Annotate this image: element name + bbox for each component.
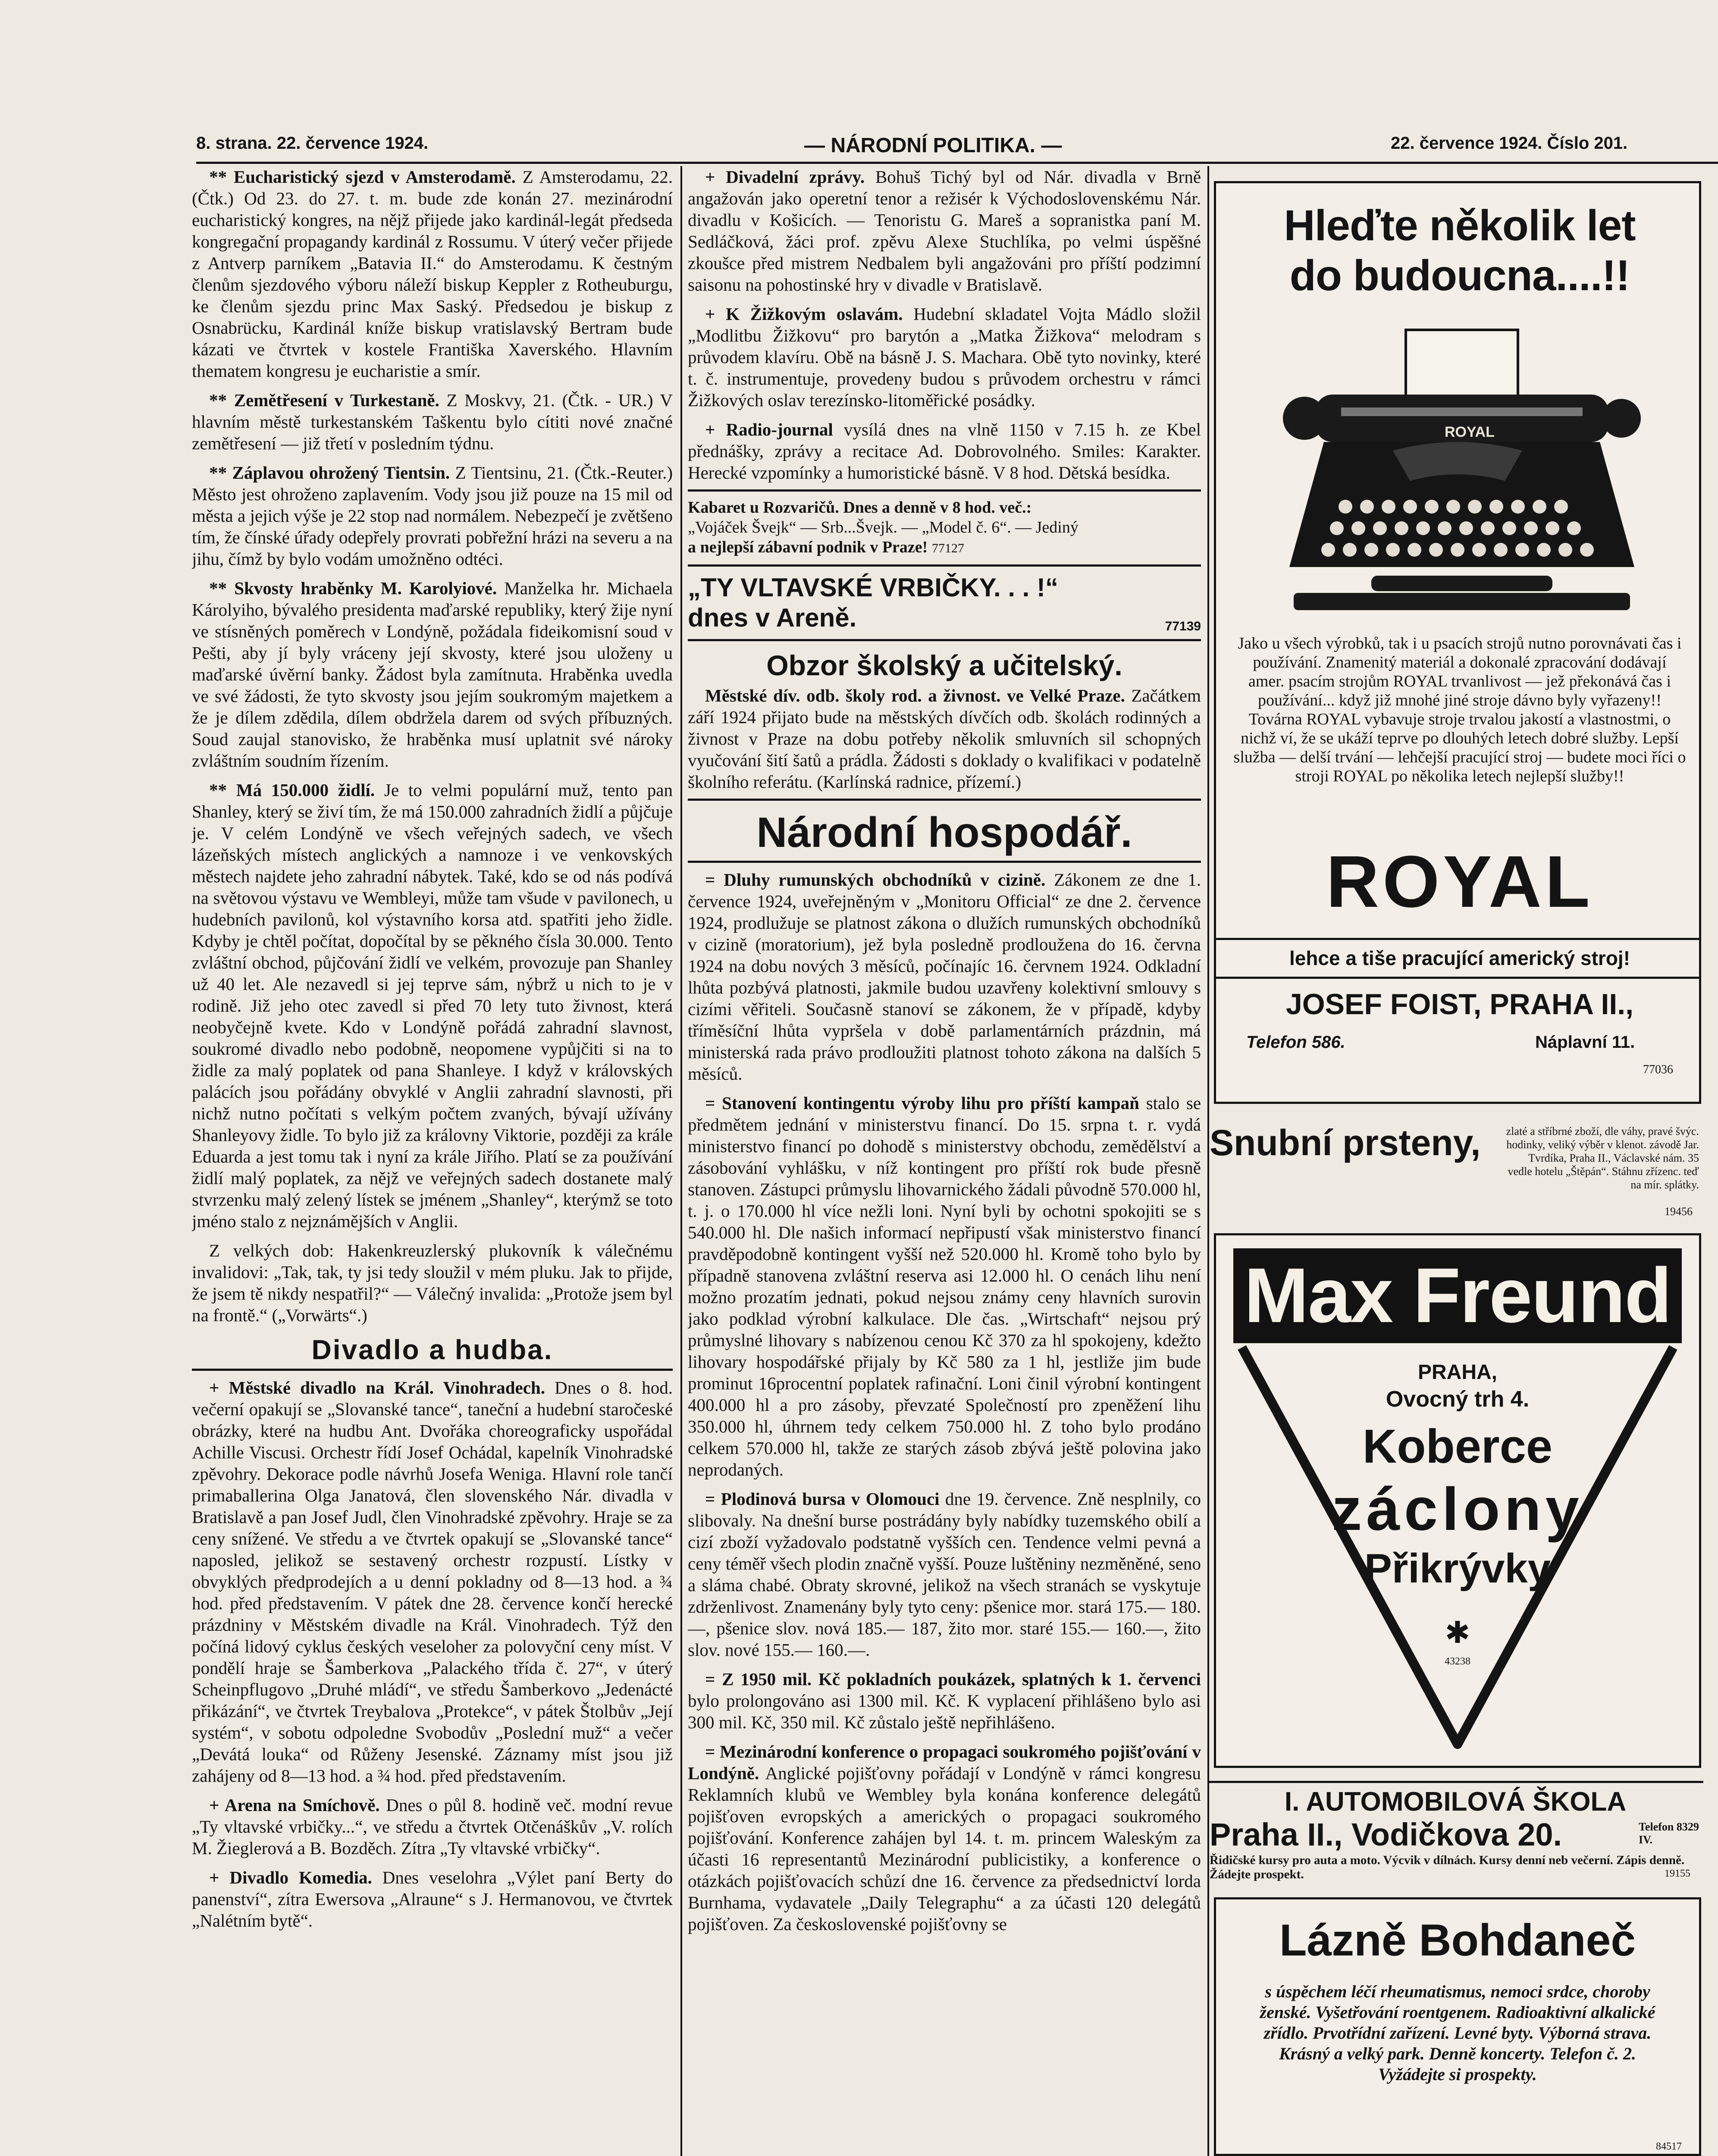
article-anecdote: Z velkých dob: Hakenkreuzlerský plukovník k válečnému invalidovi: „Tak, tak, ty jsi tedy sloužil v mém pluku. Jak to přijde, že jsem tě nikdy nespatřil?“ — Válečný invalida: „Protože jsem byl na frontě.“ („Vorwärts“.) <box>192 1241 673 1325</box>
key <box>1429 543 1443 557</box>
ad-auto-school <box>1207 1781 1703 1884</box>
royal-slogan: lehce a tiše pracující americký stroj! <box>1289 947 1630 969</box>
article-title: ** Má 150.000 židlí. <box>209 780 375 800</box>
typewriter-illustration <box>1263 326 1652 627</box>
key <box>1364 543 1378 557</box>
key <box>1438 521 1452 535</box>
article-title: + Městské divadlo na Král. Vinohradech. <box>209 1378 545 1398</box>
rings-title: Snubní prsteny, <box>1210 1122 1481 1163</box>
key <box>1489 500 1503 514</box>
ad-rings <box>1207 1121 1703 1220</box>
key <box>1524 521 1538 535</box>
auto-title: I. AUTOMOBILOVÁ ŠKOLA <box>1284 1787 1627 1817</box>
key <box>1360 500 1374 514</box>
article-theatre-news: + Divadelní zprávy. Bohuš Tichý byl od Nár. divadla v Brně angažován jako operetní tenor a režisér k Východoslovenskému Nár. divadlu v Košicích. — Tenoristu G. Mareš a sopranistka paní M. Sedláčková, žáci prof. zpěvu Alexe Stuchlíka, po velmi úspěšné zkoušce před mistrem Nedbalem byli angažováni pro příští podzimní saisonu na pohostinské hry v divadle v Bratislavě. <box>688 167 1201 295</box>
key <box>1408 543 1421 557</box>
article-arena: + Arena na Smíchově. Dnes o půl 8. hodině več. modní revue „Ty vltavské vrbičky...“, ve středu a čtvrtek Otčenáškův „V. rolích M. Žieglerová a B. Bozděch. Zítra „Ty vltavské vrbičky“. <box>192 1795 673 1858</box>
article-radio: + Radio-journal vysílá dnes na vlně 1150 v 7.15 h. ze Kbel přednášky, zprávy a recitace Ad. Dobrovolného. Smiles: Karakter. Herecké vzpomínky a humoristické básně. V 8 hod. Dětská besídka. <box>688 420 1201 483</box>
auto-code: 19155 <box>1665 1868 1690 1879</box>
key <box>1446 500 1460 514</box>
key <box>1580 543 1594 557</box>
key <box>1468 500 1482 514</box>
divider <box>688 489 1201 492</box>
key <box>1533 500 1546 514</box>
article-spirits: = Stanovení kontingentu výroby lihu pro příští kampaň stalo se předmětem jednání v ministerstvu financí. Do 15. srpna t. r. vydá ministerstvo financí po dohodě s ministerstvy obchodu, zemědělství a zásobování vyhlášku, v níž kontingent pro příští rok bude přesně stanoven. Zástupci průmyslu lihovarnického žádali původně 570.000 hl, t. j. o 170.000 hl více nežli loni. Nyní byli by ochotni spokojiti se s 540.000 hl. Dle našich informací nepřipustí však ministerstvo financí pravděpodobně kontingent vyšší než 520.000 hl. Kromě toho bylo by případně stanovena zvláštní reserva asi 12.000 hl. O cenách lihu není možno prozatím jednati, pokud nejsou známy ceny hlavních surovin jako podklad výrobní kalkulace. Dle čas. „Wirtschaft“ nejsou prý průmyslné lihovary s nabízenou cenou Kč 370 za hl spokojeny, kdežto lihovary hospodářské přijaly by Kč 580 za 1 hl, jestliže jim bude prominut 16procentní poplatek rafinační. Loni činil výrobní kontingent 400.000 hl a pro zásoby, převzaté Společností pro zpeněžení lihu 350.000 hl, úhrnem tedy celkem 750.000 hl. Z toho bylo prodáno celkem 570.000 hl, takže ze starých zásob zbývá ještě polovina jako neprodaných. <box>688 1093 1201 1480</box>
column-2 <box>688 166 1201 2156</box>
key <box>1339 500 1352 514</box>
article-title: + Divadelní zprávy. <box>705 167 865 187</box>
section-title-school: Obzor školský a učitelský. <box>766 649 1122 681</box>
ad-vrbicky: „TY VLTAVSKÉ VRBIČKY. . . !“ dnes v Areně. 77139 <box>688 573 1201 633</box>
divider <box>688 861 1201 863</box>
key <box>1472 543 1486 557</box>
article-olomouc: = Plodinová bursa v Olomouci dne 19. července. Zně nesplnily, co slibovaly. Na dnešní burse postrádány byly nabídky tuzemského obilí a cizí zboží vyžadovalo podstatně vyšších cen. Tendence velmi pevná a ceny téměř všech plodin značně vyšší. Pouze luštěniny nezměněné, seno a sláma chabé. Obraty skrovné, jelikož na všech stranách se vyskytuje zdrženlivost. Znamenány byly tyto ceny: pšenice mor. stará 175.— 180.—, pšenice slov. nová 185.— 187, žito mor. staré 155.— 160.—, žito slov. nové 155.— 160.—. <box>688 1489 1201 1660</box>
spa-text: s úspěchem léčí rheumatismus, nemoci srdce, choroby ženské. Vyšetřování roentgenem. Radioaktivní alkalické zřídlo. Prvotřídní zařízení. Levné byty. Výborná strava. Krásný a velký park. Denně koncerty. Telefon č. 2. Vyžádejte si prospekty. <box>1260 1982 1655 2084</box>
freund-item-blankets: Přikrývky <box>1364 1545 1551 1592</box>
key <box>1537 543 1551 557</box>
article-karolyi: ** Skvosty hraběnky M. Karolyiové. Manželka hr. Michaela Károlyiho, bývalého presidenta maďarské republiky, který žije nyní ve stísněných poměrech v Londýně, požádala fideikomisní soud v Pešti, aby jí byly vráceny její skvosty, které jsou uloženy u maďarské úvěrní banky. Žádost byla zamítnuta. Hraběnka uvedla ve své žádosti, že tyto skvosty jsou jejím soukromým majetkem a že je dílem zdědila, dílem obdržela darem od svých příbuzných. Soud zaujal stanovisko, že hraběnka musí uplatnit své nároky zvláštním soudním řízením. <box>192 578 673 771</box>
article-chairs: ** Má 150.000 židlí. Je to velmi populární muž, tento pan Shanley, který se živí tím, že má 150.000 zahradních židlí a půjčuje je. V celém Londýně ve všech veřejných sadech, ve všech lázeňských místech anglických a namnoze i ve venkovských městech najdete jeho zahradní nábytek. Také, kdo se od nás podívá na světovou výstavu ve Wembleyi, může tam všude v pavilonech, u hudebních pavilonů, kol výstavního korsa atd. spatřiti jeho židle. Kdyby je chtěl počítat, dopočítal by se pěkného čísla 30.000. Tento zvláštní obchod, půjčování židlí ve velkém, provozuje pan Shanley už 40 let. Ale nezavedl si jej teprve sám, nýbrž u nich to je v rodině. Již jeho otec zavedl si před 70 lety tuto živnost, která neobyčejně kvete. Kdo v Londýně pořádá zahradní slavnost, soukromé divadlo nebo podobně, neopomene vypůjčiti si na to židle za malý poplatek od pana Shanleye. I když v královských palácích jsou pořádány obvyklé v Anglii zahradní slavnosti, při nichž nutno počítati s velkým počtem zvaných, bývají užívány Shanleyovy židle. To bylo již za královny Viktorie, později za krále Eduarda a jest tomu tak i nyní za krále Jiřího. Platí se za používání židlí malý poplatek, za nějž ve veřejných sadech dostanete malý stvrzenku malý zelený lístek se jménem „Shanley“, kterýmž se toto jméno stalo z nejznámějších v Anglii. <box>192 780 673 1231</box>
key <box>1403 500 1417 514</box>
key <box>1546 521 1559 535</box>
royal-headline: Hleďte několik let do budoucna....!! <box>1284 201 1636 300</box>
article-title: + Radio-journal <box>705 420 833 439</box>
key <box>1416 521 1430 535</box>
key <box>1494 543 1508 557</box>
divider <box>688 799 1201 801</box>
rings-code: 19456 <box>1665 1205 1693 1218</box>
article-treasury: = Z 1950 mil. Kč pokladních poukázek, splatných k 1. červenci bylo prolongováno asi 1300 mil. Kč. K vyplacení přihlášeno bylo asi 300 mil. Kč, 350 mil. Kč zůstalo ještě nepřihlášeno. <box>688 1669 1201 1733</box>
page-header <box>196 129 1718 160</box>
article-zizka: + K Žižkovým oslavám. Hudební skladatel Vojta Mádlo složil „Modlitbu Žižkovu“ pro barytón a „Matka Žižkova“ melodram s průvodem klavíru. Obě na básně J. S. Machara. Obě tyto novinky, které t. č. instrumentuje, provedeny budou s průvodem orchestru v rámci Žižkových oslav terezínsko-litoměřické posádky. <box>688 304 1201 410</box>
article-title: + Divadlo Komedia. <box>209 1868 372 1888</box>
key <box>1481 521 1495 535</box>
key <box>1558 543 1572 557</box>
article-title: ** Eucharistický sjezd v Amsterodamě. <box>209 167 516 187</box>
header-right: 22. července 1924. Číslo 201. <box>1391 134 1628 153</box>
key <box>1382 500 1395 514</box>
header-left: 8. strana. 22. července 1924. <box>196 134 429 153</box>
article-insurance: = Mezinárodní konference o propagaci soukromého pojišťování v Londýně. Anglické pojišťovny pořádají v Londýně v rámci kongresu Reklamních klubů ve Wembley byla konána konference delegátů pojišťoven evropských a amerických o propagaci soukromého pojišťování. Konference zahájen byl 14. t. m. princem Waleským za účasti 16 representantů Mezinárodní publicistiky, a konference o otázkách pojišťovacích schůzí dne 16. července za předsednictví lorda Burnhama, vydavatele „Daily Telegraphu“ a za účasti 120 delegátů pojišťoven. Za československé pojišťovny se <box>688 1742 1201 1934</box>
typewriter-base <box>1294 593 1630 610</box>
key <box>1511 500 1525 514</box>
freund-street: Ovocný trh 4. <box>1386 1387 1530 1412</box>
article-tientsin: ** Záplavou ohrožený Tientsin. Z Tientsinu, 21. (Čtk.-Reuter.) Město jest ohroženo zaplavením. Vody jsou již pouze na 15 mil od města a jejich výše je 22 stop nad normálem. Nebezpečí je zvětšeno tím, že čínské úřady odepřely provrati pobřežní hrázi na severu a na jihu, čímž by bylo vodám umožněno odtéci. <box>192 463 673 569</box>
key <box>1330 521 1344 535</box>
key <box>1395 521 1408 535</box>
article-title: ** Záplavou ohrožený Tientsin. <box>209 463 450 483</box>
auto-phone: Telefon 8329 IV. <box>1639 1821 1699 1846</box>
key <box>1515 543 1529 557</box>
royal-text: Jako u všech výrobků, tak i u psacích strojů nutno porovnávati čas i používání. Znamenitý materiál a dokonalé zpracování dodávají amer. psacím strojům ROYAL trvanlivost — jež překonává čas i používání... když již mnohé jiné stroje dávno byly vyřazeny!! Továrna ROYAL vybavuje stroje trvalou jakostí a vlastnostmi, o nichž ví, že se ukáží teprve po dlouhých letech dobré služby. Lepší služba — delší trvání — lehčejší pracující stroj — budete moci říci o stroji ROYAL po několika letech nejlepší služby!! <box>1233 634 1686 785</box>
auto-address: Praha II., Vodičkova 20. <box>1210 1817 1562 1852</box>
freund-item-carpets: Koberce <box>1362 1420 1553 1473</box>
article-title: + K Žižkovým oslavám. <box>705 304 903 324</box>
article-title: = Plodinová bursa v Olomouci <box>705 1489 940 1509</box>
article-title: ** Zemětřesení v Turkestaně. <box>209 390 439 410</box>
article-earthquake: ** Zemětřesení v Turkestaně. Z Moskvy, 21. (Čtk. - UR.) V hlavním městě turkestanském Taškentu bylo cítiti nové značné zemětřesení — již třetí v posledním týdnu. <box>192 390 673 453</box>
typewriter-platen-highlight <box>1341 407 1583 416</box>
section-title-theatre: Divadlo a hudba. <box>311 1334 553 1365</box>
article-title: = Dluhy rumunských obchodníků v cizině. <box>705 870 1046 890</box>
article-title: ** Skvosty hraběnky M. Karolyiové. <box>209 578 497 598</box>
key <box>1351 521 1365 535</box>
key <box>1373 521 1387 535</box>
header-center: — NÁRODNÍ POLITIKA. — <box>804 134 1062 157</box>
typewriter-knob <box>1602 399 1641 438</box>
key <box>1343 543 1357 557</box>
key <box>1554 500 1568 514</box>
section-rule <box>192 1369 673 1371</box>
royal-slogan-rule <box>1216 938 1699 940</box>
freund-city: PRAHA, <box>1417 1361 1497 1384</box>
royal-street: Náplavní 11. <box>1535 1033 1635 1052</box>
key <box>1386 543 1400 557</box>
key <box>1321 543 1335 557</box>
ad-spa-bohdanec <box>1214 1897 1701 2156</box>
section-title-economy: Národní hospodář. <box>756 808 1132 856</box>
royal-phone: Telefon 586. <box>1246 1033 1345 1052</box>
header-rule <box>196 162 1718 164</box>
article-vinohrady: + Městské divadlo na Král. Vinohradech. Dnes o 8. hod. večerní opakují se „Slovanské tance“, taneční a hudební staročeské obrázky, které na hudbu Ant. Dvořáka choreograficky uspořádal Achille Viscusi. Orchestr řídí Josef Ochádal, kapelník Vinohradské zpěvohry. Dekorace podle návrhů Josefa Weniga. Hlavní role tančí primaballerina Olga Janatová, člen slovenského Nár. divadla v Bratislavě a pan Josef Judl, člen Vinohradské zpěvohry. Hraje se za ceny snížené. Ve středu a ve čtvrtek opakují se „Slovanské tance“ naposled, jelikož se sestavený orchestr rozpustí. Lístky v obvyklých předprodejích a u denní pokladny od 8—13 hod. a ¾ hod. před představením. V pátek dne 28. července končí herecké prázdniny v Městském divadle na Král. Vinohradech. Týž den počíná lidový cyklus českých veseloher za polovyční ceny míst. V pondělí hraje se Šamberkova „Palackého třída č. 27“, v úterý Scheinpflugovo „Druhé mládí“, ve středu Šamberkovo „Jedenácté přikázání“, ve čtvrtek Treybalova „Protekce“, v pátek Štolbův „Její systém“, v sobotu odpoledne Svobodův „Poslední muž“ a večer „Devátá louka“ od Růženy Jesenské. Záznamy míst jsou již zahájeny od 8—13 hod. a ¾ hod. před představením. <box>192 1378 673 1786</box>
article-eucharistic: ** Eucharistický sjezd v Amsterodamě. Z Amsterodamu, 22. (Čtk.) Od 23. do 27. t. m. bude zde konán 27. mezinárodní eucharistický kongres, na nějž přijede jako kardinál-legát předseda kongregační propagandy kardinál z Rossumu. V úterý večer přijede z Antverp parníkem „Batavia II.“ do Amsterodamu. K čestným členům sjezdového výboru náleží biskup Keppler z Rotheuburgu, ke členům sjezdu princ Max Saský. Předsedou je biskup z Osnabrücku, Kardinál kníže biskup vratislavský Bertram bude kázati ve čtvrtek v kostele Františka Xaverského. Hlavním thematem kongresu je eucharistie a smír. <box>192 167 673 381</box>
freund-star-icon: ✱ <box>1445 1617 1470 1650</box>
article-romania: = Dluhy rumunských obchodníků v cizině. Zákonem ze dne 1. července 1924, uveřejněným v „Monitoru Official“ ze dne 2. července 1924, prodlužuje se platnost zákona o dlužích rumunských obchodníků v cizině (moratorium), jež byla posledně prodloužena do 16. června 1924 na dobu nových 3 měsíců, počínajíc 16. červnem 1924. Odkladní lhůta pozbývá platnosti, jakmile budou uzavřeny kolektivní smlouvy s cizími věřiteli. Současně stanoví se zákonem, že v případě, kdyby tříměsíční lhůta vypršela v době parlamentárních prázdnin, má ministerská rada právo prodloužiti platnost tohoto zákona na dalších 5 měsíců. <box>688 870 1201 1084</box>
key <box>1502 521 1516 535</box>
key <box>1567 521 1581 535</box>
key <box>1451 543 1464 557</box>
article-title: = Z 1950 mil. Kč pokladních poukázek, splatných k 1. červenci <box>705 1669 1201 1689</box>
ad-royal <box>1214 181 1701 1104</box>
royal-slogan-rule <box>1216 977 1699 979</box>
royal-code: 77036 <box>1643 1063 1673 1076</box>
article-title: = Stanovení kontingentu výroby lihu pro příští kampaň <box>705 1093 1139 1113</box>
royal-dealer: JOSEF FOIST, PRAHA II., <box>1285 988 1634 1021</box>
typewriter-brand: ROYAL <box>1445 424 1495 440</box>
typewriter-spacebar <box>1371 576 1552 591</box>
typewriter-knob <box>1283 397 1326 440</box>
key <box>1459 521 1473 535</box>
auto-rule <box>1207 1781 1703 1783</box>
freund-code: 43238 <box>1445 1656 1470 1667</box>
article-title: + Arena na Smíchově. <box>209 1795 380 1815</box>
ad-kabaret: Kabaret u Rozvaričů. Dnes a denně v 8 hod. več.: „Vojáček Švejk“ — Srb...Švejk. — „Model č. 6“. — Jediný a nejlepší zábavní podnik v Praze! 77127 <box>688 498 1078 556</box>
article-title: = Mezinárodní konference o propagaci soukromého pojišťování v Londýně. <box>688 1742 1201 1783</box>
divider <box>688 564 1201 567</box>
royal-logo: ROYAL <box>1326 841 1593 923</box>
auto-text: Řidičské kursy pro auta a moto. Výcvik v dílnách. Kursy denní neb večerní. Zápis denně. Žádejte prospekt. <box>1210 1853 1685 1881</box>
column-1 <box>192 166 673 2156</box>
article-school: Městské dív. odb. školy rod. a živnost. ve Velké Praze. Začátkem září 1924 přijato bude na městských dívčích odb. školách rodinných a živnost v Praze na dobu potřeby několik smluvních sil schopných vyučování šití šatů a prádla. Žádosti s doklady o kvalifikaci v podatelně školního referátu. (Karlínská radnice, přízemí.) <box>688 686 1201 792</box>
spa-code: 84517 <box>1656 2141 1682 2152</box>
ad-max-freund <box>1214 1233 1701 1768</box>
article-komedia: + Divadlo Komedia. Dnes veselohra „Výlet paní Berty do panenství“, zítra Ewersova „Alraune“ s J. Hermanovou, ve čtvrtek „Nalétním bytě“. <box>192 1868 673 1931</box>
spa-title: Lázně Bohdaneč <box>1279 1915 1636 1965</box>
freund-item-curtains: záclony <box>1332 1475 1583 1543</box>
rings-text: zlaté a stříbrné zboží, dle váhy, pravé švýc. hodinky, veliký výběr v klenot. závodě Jar. Tvrdíka, Praha II., Václavské nám. 35 vedle hotelu „Štěpán“. Stáhnu zřízenc. teď na mír. splátky. <box>1506 1125 1699 1191</box>
key <box>1425 500 1439 514</box>
typewriter-paper <box>1406 330 1518 403</box>
divider <box>688 639 1201 641</box>
column-divider <box>680 166 682 2156</box>
freund-name: Max Freund <box>1233 1248 1682 1343</box>
